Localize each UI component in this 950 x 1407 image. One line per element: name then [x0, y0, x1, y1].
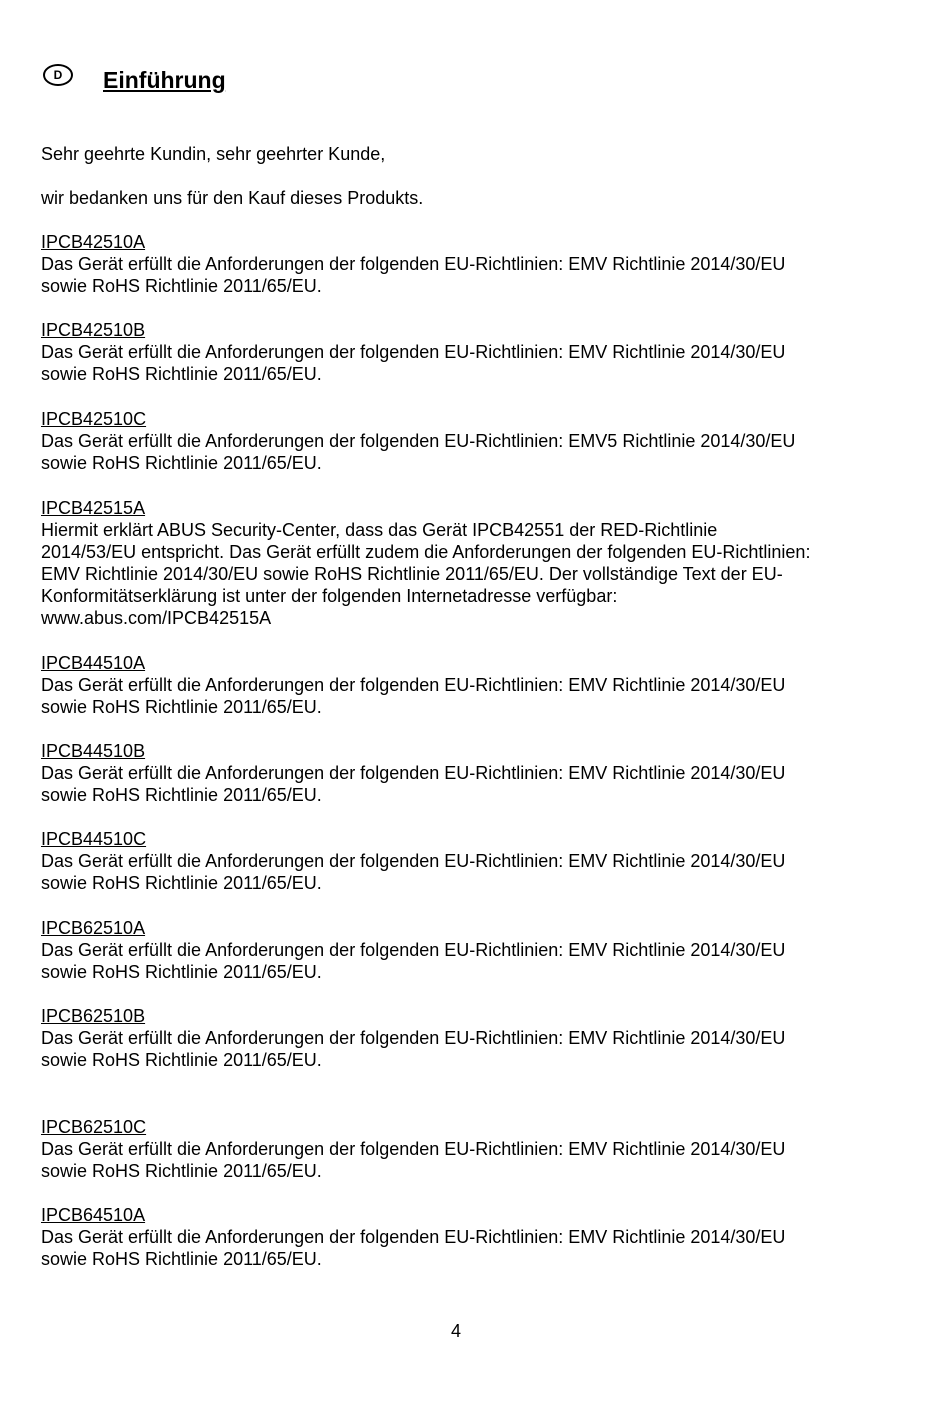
language-d-icon: D [43, 64, 73, 86]
section-text: sowie RoHS Richtlinie 2011/65/EU. [41, 364, 322, 384]
section-text: Konformitätserklärung ist unter der folgenden Internetadresse verfügbar: [41, 586, 618, 606]
section-text: Das Gerät erfüllt die Anforderungen der folgenden EU-Richtlinien: EMV Richtlinie 2014/30/EU [41, 254, 786, 274]
section-text: sowie RoHS Richtlinie 2011/65/EU. [41, 1249, 322, 1269]
url-text: www.abus.com/IPCB42515A [41, 608, 272, 628]
section-text: sowie RoHS Richtlinie 2011/65/EU. [41, 785, 322, 805]
model-heading: IPCB62510A [41, 918, 146, 938]
model-heading: IPCB62510B [41, 1006, 146, 1026]
section-text: EMV Richtlinie 2014/30/EU sowie RoHS Richtlinie 2011/65/EU. Der vollständige Text der EU- [41, 564, 783, 584]
section-ipcb42510b [41, 319, 921, 385]
section-text: Das Gerät erfüllt die Anforderungen der folgenden EU-Richtlinien: EMV Richtlinie 2014/30/EU [41, 851, 786, 871]
model-heading: IPCB42510A [41, 232, 146, 252]
model-heading: IPCB44510B [41, 741, 146, 761]
section-ipcb44510b [41, 740, 921, 806]
section-ipcb42515a [41, 497, 921, 629]
section-text: sowie RoHS Richtlinie 2011/65/EU. [41, 1050, 322, 1070]
model-heading: IPCB44510C [41, 829, 147, 849]
section-text: Das Gerät erfüllt die Anforderungen der folgenden EU-Richtlinien: EMV Richtlinie 2014/30/EU [41, 1139, 786, 1159]
section-text: Hiermit erklärt ABUS Security-Center, dass das Gerät IPCB42551 der RED-Richtlinie [41, 520, 718, 540]
section-ipcb44510c [41, 828, 921, 894]
section-text: Das Gerät erfüllt die Anforderungen der folgenden EU-Richtlinien: EMV Richtlinie 2014/30/EU [41, 342, 786, 362]
section-ipcb62510a [41, 917, 921, 983]
section-text: sowie RoHS Richtlinie 2011/65/EU. [41, 276, 322, 296]
section-ipcb44510a [41, 652, 921, 718]
page-number: 4 [450, 1321, 461, 1341]
section-text: Das Gerät erfüllt die Anforderungen der folgenden EU-Richtlinien: EMV Richtlinie 2014/30/EU [41, 763, 786, 783]
section-text: Das Gerät erfüllt die Anforderungen der folgenden EU-Richtlinien: EMV5 Richtlinie 2014/30/EU [41, 431, 796, 451]
section-text: sowie RoHS Richtlinie 2011/65/EU. [41, 453, 322, 473]
model-heading: IPCB62510C [41, 1117, 147, 1137]
model-heading: IPCB42510B [41, 320, 146, 340]
model-heading: IPCB42510C [41, 409, 147, 429]
section-ipcb62510b [41, 1005, 921, 1071]
section-text: sowie RoHS Richtlinie 2011/65/EU. [41, 962, 322, 982]
model-heading: IPCB42515A [41, 498, 146, 518]
section-text: Das Gerät erfüllt die Anforderungen der folgenden EU-Richtlinien: EMV Richtlinie 2014/30/EU [41, 1227, 786, 1247]
section-text: sowie RoHS Richtlinie 2011/65/EU. [41, 1161, 322, 1181]
section-text: Das Gerät erfüllt die Anforderungen der folgenden EU-Richtlinien: EMV Richtlinie 2014/30/EU [41, 940, 786, 960]
section-text: Das Gerät erfüllt die Anforderungen der folgenden EU-Richtlinien: EMV Richtlinie 2014/30/EU [41, 1028, 786, 1048]
page-title: Einführung [103, 67, 226, 93]
model-heading: IPCB64510A [41, 1205, 146, 1225]
section-ipcb42510c [41, 408, 921, 474]
section-ipcb64510a [41, 1204, 921, 1270]
section-ipcb42510a [41, 231, 921, 297]
section-text: sowie RoHS Richtlinie 2011/65/EU. [41, 697, 322, 717]
section-text: 2014/53/EU entspricht. Das Gerät erfüllt zudem die Anforderungen der folgenden EU-Richtlinien: [41, 542, 811, 562]
section-text: sowie RoHS Richtlinie 2011/65/EU. [41, 873, 322, 893]
greeting: Sehr geehrte Kundin, sehr geehrter Kunde, [41, 144, 386, 164]
section-text: Das Gerät erfüllt die Anforderungen der folgenden EU-Richtlinien: EMV Richtlinie 2014/30/EU [41, 675, 786, 695]
model-heading: IPCB44510A [41, 653, 146, 673]
section-ipcb62510c [41, 1116, 921, 1182]
thanks-text: wir bedanken uns für den Kauf dieses Produkts. [41, 188, 424, 208]
